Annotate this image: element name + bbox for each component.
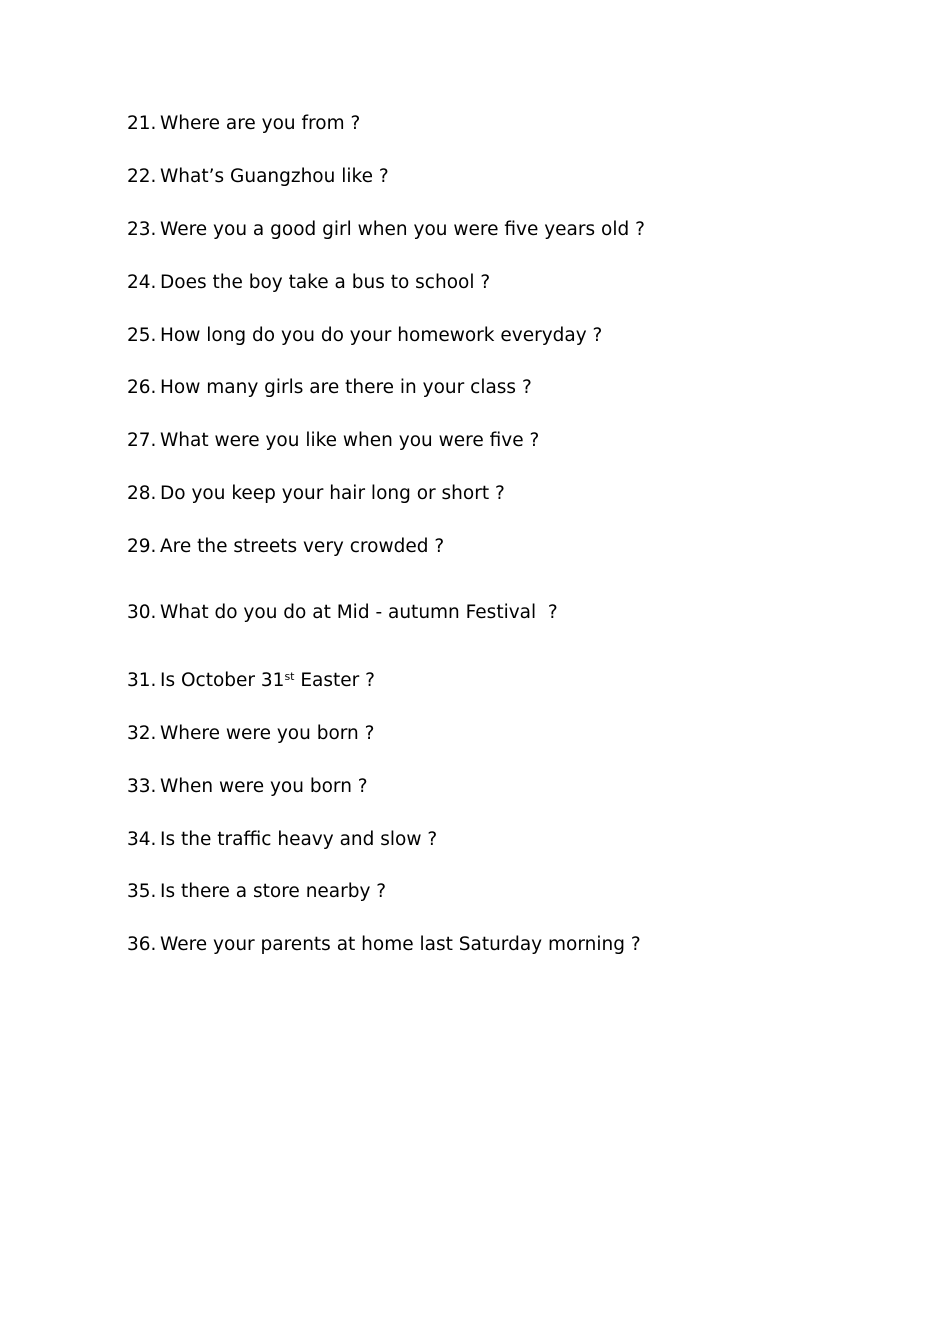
question-text: What’s Guangzhou like ? — [160, 166, 389, 187]
question-text: Do you keep your hair long or short ? — [160, 483, 505, 504]
question-32 — [127, 723, 374, 745]
question-number: 21. — [127, 113, 157, 134]
question-text: How many girls are there in your class ? — [160, 377, 532, 398]
question-23 — [127, 219, 645, 241]
question-21 — [127, 113, 360, 135]
question-number: 24. — [127, 272, 157, 293]
question-text-before: Is October 31 — [160, 670, 285, 691]
question-35 — [127, 881, 386, 903]
question-text — [160, 670, 375, 692]
question-text: How long do you do your homework everyday ? — [160, 325, 603, 346]
question-text: Is the traffic heavy and slow ? — [160, 829, 438, 850]
question-number: 36. — [127, 934, 157, 955]
question-text: Where are you from ? — [160, 113, 361, 134]
question-text: Where were you born ? — [160, 723, 375, 744]
question-34 — [127, 829, 437, 851]
question-29 — [127, 536, 444, 558]
question-text: Were your parents at home last Saturday morning ? — [160, 934, 641, 955]
question-number: 35. — [127, 881, 157, 902]
question-text: Does the boy take a bus to school ? — [160, 272, 491, 293]
question-number: 22. — [127, 166, 157, 187]
question-text: Are the streets very crowded ? — [160, 536, 445, 557]
question-text: What do you do at Mid - autumn Festival ? — [160, 602, 558, 623]
question-25 — [127, 325, 602, 347]
question-number: 34. — [127, 829, 157, 850]
question-number: 23. — [127, 219, 157, 240]
question-24 — [127, 272, 490, 294]
question-text: Is there a store nearby ? — [160, 881, 387, 902]
question-text-after: Easter ? — [294, 670, 375, 691]
question-text: Were you a good girl when you were five years old ? — [160, 219, 645, 240]
question-30 — [127, 602, 558, 624]
question-number: 32. — [127, 723, 157, 744]
ordinal-superscript: st — [284, 669, 295, 683]
question-text: What were you like when you were five ? — [160, 430, 540, 451]
question-number: 28. — [127, 483, 157, 504]
question-26 — [127, 377, 532, 399]
question-36 — [127, 934, 641, 956]
question-number: 29. — [127, 536, 157, 557]
question-33 — [127, 776, 368, 798]
question-28 — [127, 483, 505, 505]
question-27 — [127, 430, 539, 452]
question-number: 31. — [127, 670, 157, 691]
question-number: 26. — [127, 377, 157, 398]
question-31 — [127, 670, 375, 692]
question-number: 30. — [127, 602, 157, 623]
question-22 — [127, 166, 389, 188]
question-number: 27. — [127, 430, 157, 451]
question-text: When were you born ? — [160, 776, 368, 797]
question-number: 25. — [127, 325, 157, 346]
question-number: 33. — [127, 776, 157, 797]
